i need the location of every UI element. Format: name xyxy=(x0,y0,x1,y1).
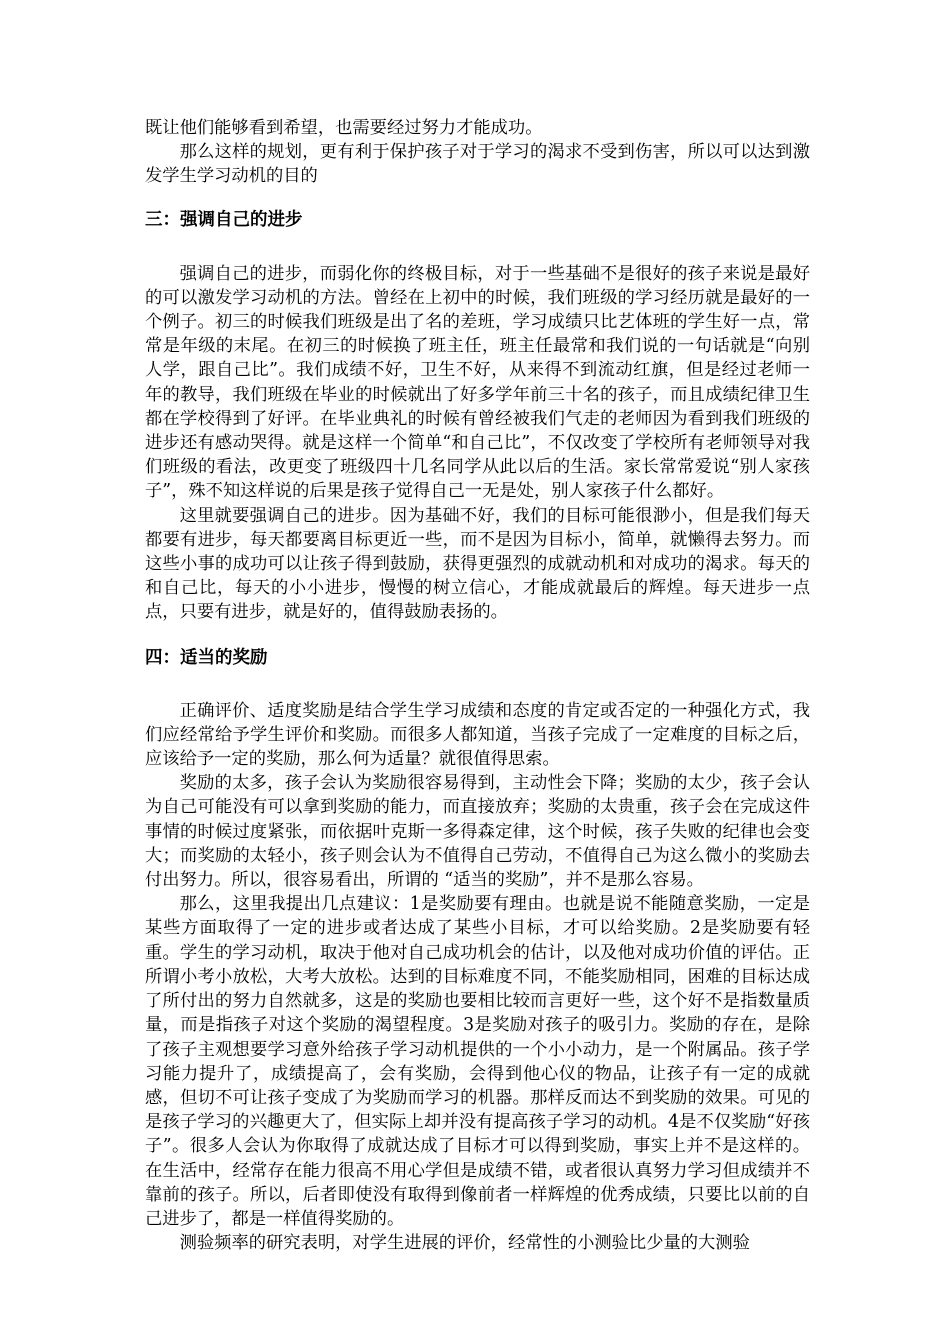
intro-paragraph-2: 那么这样的规划，更有利于保护孩子对于学习的渴求不受到伤害，所以可以达到激发学生学习动机的目的 xyxy=(145,142,810,187)
section-4-paragraph-2: 奖励的太多，孩子会认为奖励很容易得到，主动性会下降；奖励的太少，孩子会认为自己可能没有可以拿到奖励的能力，而直接放弃；奖励的太贵重，孩子会在完成这件事情的时候过度紧张，而依据叶克斯一多得森定律，这个时候，孩子失败的纪律也会变大；而奖励的太轻小，孩子则会认为不值得自己劳动，不值得自己为这么微小的奖励去付出努力。所以，很容易看出，所谓的 “适当的奖励”，并不是那么容易。 xyxy=(145,773,810,891)
section-4-paragraph-4: 测验频率的研究表明，对学生进展的评价，经常性的小测验比少量的大测验 xyxy=(179,1233,750,1254)
section-heading-4: 四：适当的奖励 xyxy=(145,647,268,668)
section-4-paragraph-1: 正确评价、适度奖励是结合学生学习成绩和态度的肯定或否定的一种强化方式，我们应经常给予学生评价和奖励。而很多人都知道，当孩子完成了一定难度的目标之后，应该给予一定的奖励，那么何为适量？就很值得思索。 xyxy=(145,700,810,770)
section-3-paragraph-1: 强调自己的进步，而弱化你的终极目标，对于一些基础不是很好的孩子来说是最好的可以激发学习动机的方法。曾经在上初中的时候，我们班级的学习经历就是最好的一个例子。初三的时候我们班级是出了名的差班，学习成绩只比艺体班的学生好一点，常常是年级的末尾。在初三的时候换了班主任，班主任最常和我们说的一句话就是“向别人学，跟自己比”。我们成绩不好，卫生不好，从来得不到流动红旗，但是经过老师一年的教导，我们班级在毕业的时候就出了好多学年前三十名的孩子，而且成绩纪律卫生都在学校得到了好评。在毕业典礼的时候有曾经被我们气走的老师因为看到我们班级的进步还有感动哭得。就是这样一个简单“和自己比”，不仅改变了学校所有老师领导对我们班级的看法，改更变了班级四十几名同学从此以后的生活。家长常常爱说“别人家孩子”，殊不知这样说的后果是孩子觉得自己一无是处，别人家孩子什么都好。 xyxy=(145,263,810,502)
section-4-paragraph-3: 那么，这里我提出几点建议：1是奖励要有理由。也就是说不能随意奖励，一定是某些方面取得了一定的进步或者达成了某些小目标，才可以给奖励。2是奖励要有轻重。学生的学习动机，取决于他对自己成功机会的估计，以及他对成功价值的评估。正所谓小考小放松，大考大放松。达到的目标难度不同，不能奖励相同，困难的目标达成了所付出的努力自然就多，这是的奖励也要相比较而言更好一些，这个好不是指数量质量，而是指孩子对这个奖励的渴望程度。3是奖励对孩子的吸引力。奖励的存在，是除了孩子主观想要学习意外给孩子学习动机提供的一个小小动力，是一个附属品。孩子学习能力提升了，成绩提高了，会有奖励，会得到他心仪的物品，让孩子有一定的成就感，但切不可让孩子变成了为奖励而学习的机器。那样反而达不到奖励的效果。可见的是孩子学习的兴趣更大了，但实际上却并没有提高孩子学习的动机。4是不仅奖励“好孩子”。很多人会认为你取得了成就达成了目标才可以得到奖励，事实上并不是这样的。在生活中，经常存在能力很高不用心学但是成绩不错，或者很认真努力学习但成绩并不靠前的孩子。所以，后者即使没有取得到像前者一样辉煌的优秀成绩，只要比以前的自己进步了，都是一样值得奖励的。 xyxy=(145,894,810,1229)
section-3-paragraph-2: 这里就要强调自己的进步。因为基础不好，我们的目标可能很渺小，但是我们每天都要有进步，每天都要离目标更近一些，而不是因为目标小，简单，就懒得去努力。而这些小事的成功可以让孩子得到鼓励，获得更强烈的成就动机和对成功的渴求。每天的和自己比，每天的小小进步，慢慢的树立信心，才能成就最后的辉煌。每天进步一点点，只要有进步，就是好的，值得鼓励表扬的。 xyxy=(145,505,810,623)
document-page xyxy=(145,116,810,1255)
section-heading-3: 三：强调自己的进步 xyxy=(145,209,303,230)
intro-paragraph-1: 既让他们能够看到希望，也需要经过努力才能成功。 xyxy=(145,118,543,138)
